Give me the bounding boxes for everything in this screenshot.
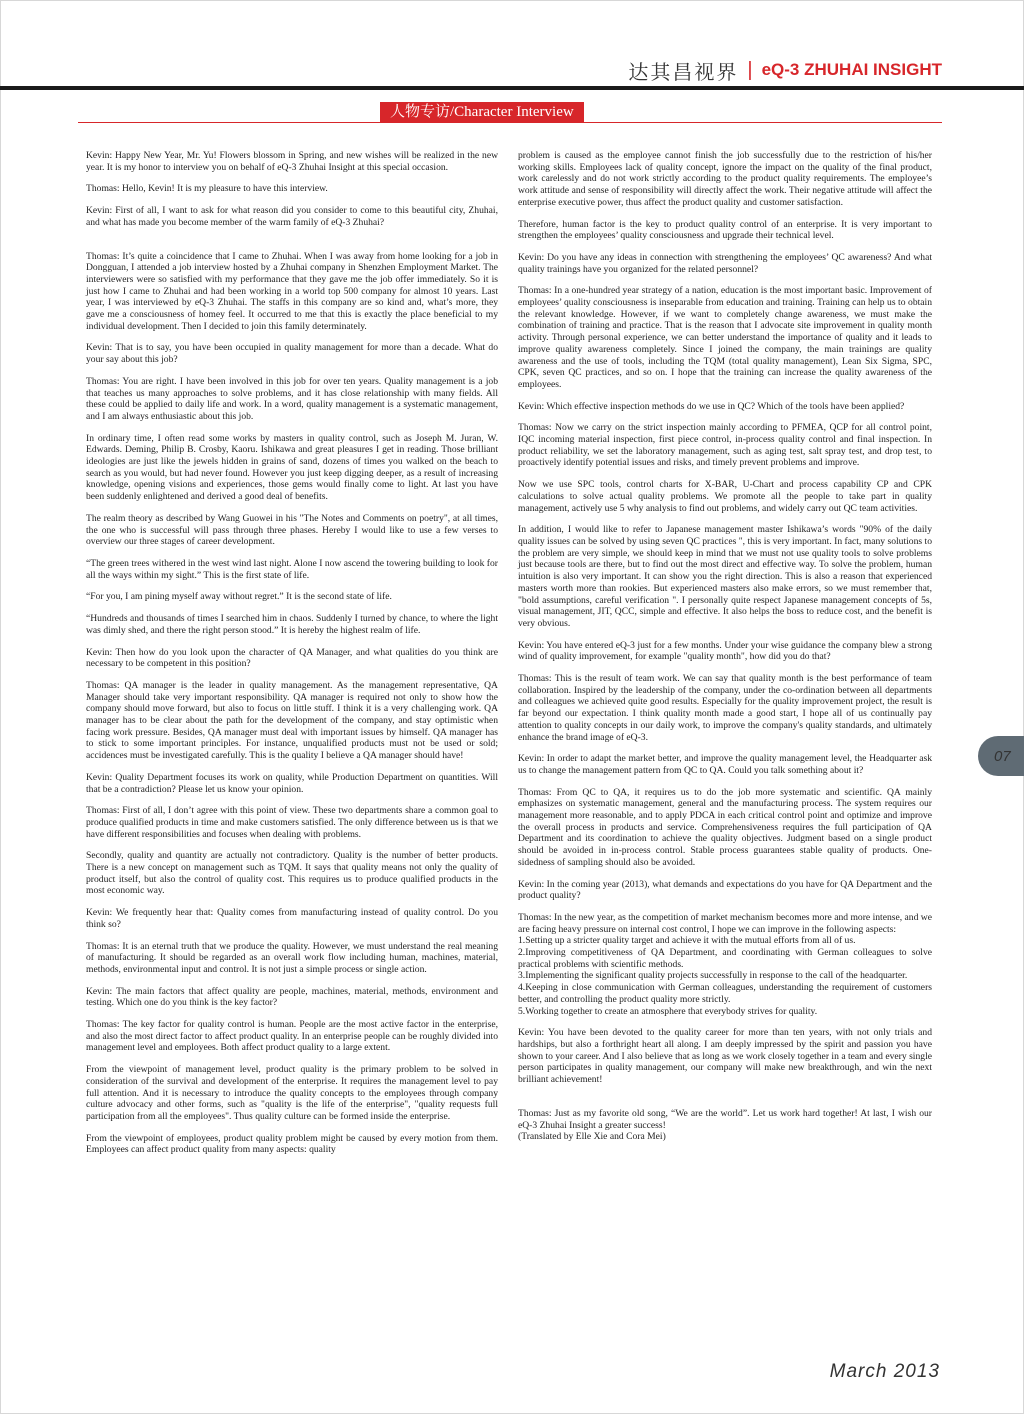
section-banner: [78, 102, 942, 122]
paragraph: Thomas: First of all, I don’t agree with this point of view. These two departments share a common goal to produce qualified products in time and make customers satisfied. The only difference between us is that we have different responsibilities and focuses when dealing with problems.: [86, 805, 498, 840]
paragraph: Kevin: Happy New Year, Mr. Yu! Flowers blossom in Spring, and new wishes will be realized in the new year. It is my honor to interview you on behalf of eQ-3 Zhuhai Insight at this special occasion.: [86, 150, 498, 173]
paragraph: In addition, I would like to refer to Japanese management master Ishikawa’s words "90% of the daily quality issues can be solved by using seven QC practices ", this is very important. In fact, many solutions to the problem are very simple, we should keep in mind that we must not use quality tools to solve problems just because tools are there, but to find out the most direct and effective way. To solve the problem, human intuition is also very important. It can show you the right direction. This is also a reason that experienced masters worth more than rookies. But experienced masters also make errors, so we must remember that, "bold assumptions, careful verification ". I personally quite respect Japanese management concepts of 5s, visual management, JIT, QCC, simple and effective. It also helps the boss to reduce cost, and the benefit is very obvious.: [518, 524, 932, 629]
paragraph: Kevin: Do you have any ideas in connection with strengthening the employees’ QC awareness? And what quality trainings have you organized for the related personnel?: [518, 251, 932, 275]
header-separator: |: [747, 58, 753, 81]
paragraph: Thomas: It’s quite a coincidence that I came to Zhuhai. When I was away from home looking for a job in Dongguan, I attended a job interview hosted by a Zhuhai company in Shenzhen Employment Market. The interviewers were so satisfied with my performance that they gave me the job offer immediately. So it is just how I came to Zhuhai and had been working in a world top 500 company for almost 10 years. Last year, I was interviewed by eQ-3 Zhuhai. The staffs in this company are so kind and, what’s more, they gave me a consciousness of homey feel. It occurred to me that this is exactly the place beneficial to my individual development. Then I decided to join this family determinately.: [86, 250, 498, 332]
paragraph: Now we use SPC tools, control charts for X-BAR, U-Chart and process capability CP and CPK calculations to solve actual quality problems. We promote all the people to take part in quality management, actively use 5 why analysis to find out problems, and widely carry out QC team activities.: [518, 479, 932, 514]
paragraph: Therefore, human factor is the key to product quality control of an enterprise. It is very important to strengthen the employees’ quality consciousness and upgrade their technical level.: [518, 218, 932, 242]
paragraph: Kevin: Then how do you look upon the character of QA Manager, and what qualities do you think are necessary to be competent in this position?: [86, 646, 498, 670]
paragraph: Thomas: Just as my favorite old song, “We are the world”. Let us work hard together! At last, I wish our eQ-3 Zhuhai Insight a greater success! (Translated by Elle Xie and Cora Mei): [518, 1107, 932, 1143]
paragraph: Thomas: From QC to QA, it requires us to do the job more systematic and scientific. QA mainly emphasizes on systematic management, general and the manufacturing process. The system requires our management more reasonable, and to apply PDCA in each critical control point and optimize and improve the overall process in products and service. Comprehensiveness requires the full participation of QA Department and its coordination to achieve the quality objectives. Judgment based on a single product should be avoided in in-process control. Stable process guarantees stable quality of products. One-sidedness of sampling should also be avoided.: [518, 786, 932, 868]
paragraph: problem is caused as the employee cannot finish the job successfully due to the restriction of his/her working skills. Employees lack of quality concept, ignore the impact on the quality of the final product, work carelessly and do not work strictly according to the product quality requirements. The employee’s work attitude and sense of responsibility will directly affect the work. Their negative attitude will affect the enterprise executive power, thus affect the product quality and customer satisfaction.: [518, 150, 932, 208]
paragraph: From the viewpoint of employees, product quality problem might be caused by every motion from them. Employees can affect product quality from many aspects: quality: [86, 1132, 498, 1156]
paragraph: The realm theory as described by Wang Guowei in his "The Notes and Comments on poetry", at all times, the one who is successful will pass through three phases. Hereby I would like to use a few verses to overview our three stages of career development.: [86, 512, 498, 548]
paragraph: Kevin: We frequently hear that: Quality comes from manufacturing instead of quality control. Do you think so?: [86, 907, 498, 930]
section-underline: [78, 122, 942, 123]
paragraph: “Hundreds and thousands of times I searched him in chaos. Suddenly I turned by chance, to where the light was dimly shed, and there the right person stood.” It is hereby the highest realm of life.: [86, 613, 498, 636]
paragraph: Kevin: First of all, I want to ask for what reason did you consider to come to this beautiful city, Zhuhai, and what has made you become member of the warm family of eQ-3 Zhuhai?: [86, 205, 498, 228]
paragraph: “For you, I am pining myself away without regret.” It is the second state of life.: [86, 591, 392, 603]
header-chinese-title: 达其昌视界: [628, 59, 739, 84]
paragraph: Thomas: In a one-hundred year strategy of a nation, education is the most important basic. Improvement of employees’ quality consciousness is inseparable from education and training. Training can help us to obtain the relevant knowledge. However, if we want to completely change awareness, we must make the combination of training and practice. That is the reason that I advocate site improvement in quality month activity. Through personal experience, we can better understand the importance of quality and it leads to improve quality awareness completely. Since I joined the company, the main trainings are quality awareness and the use of tools, including the TQM (total quality management), Lean Six Sigma, SPC, CPK, seven QC practices, and so on. I hope that the training can increase the quality awareness of the employees.: [518, 285, 932, 390]
header-english-title: eQ-3 ZHUHAI INSIGHT: [761, 60, 942, 79]
magazine-header: [628, 56, 942, 84]
paragraph: Kevin: In order to adapt the market better, and improve the quality management level, the Headquarter ask us to change the management pattern from QC to QA. Could you talk something about it?: [518, 753, 932, 776]
paragraph: Kevin: That is to say, you have been occupied in quality management for more than a decade. What do your say about this job?: [86, 342, 498, 366]
paragraph: Thomas: The key factor for quality control is human. People are the most active factor in the enterprise, and also the most direct factor to affect product quality. In an enterprise people can be roughly divided into management level and employees. Both affect product quality to a large extent.: [86, 1019, 498, 1054]
paragraph: Kevin: The main factors that affect quality are people, machines, material, methods, environment and testing. Which one do you think is the key factor?: [86, 985, 498, 1009]
section-label: 人物专访/Character Interview: [380, 102, 584, 122]
paragraph: Kevin: Quality Department focuses its work on quality, while Production Department on quantities. Will that be a contradiction? Please let us know your opinion.: [86, 771, 498, 795]
paragraph: Thomas: Hello, Kevin! It is my pleasure to have this interview.: [86, 183, 328, 195]
paragraph: “The green trees withered in the west wind last night. Alone I now ascend the towering building to look for all the ways within my sight.” This is the first state of life.: [86, 557, 498, 581]
paragraph: Thomas: You are right. I have been involved in this job for over ten years. Quality management is a job that teaches us many approaches to solve problems, and it has close relationship with many fields. All these could be applied to daily life and work. In a word, quality management is a systematic management, and I am always enthusiastic about this job.: [86, 375, 498, 422]
header-rule: [0, 86, 1024, 90]
paragraph: Thomas: This is the result of team work. We can say that quality month is the best performance of team collaboration. Inspired by the leadership of the company, under the co-ordination between all departments and colleagues we achieved quite good results. Especially for the quality improvement project, the result is far beyond our expectation. I think quality month made a good start, I hope all of us continually pay attention to quality concepts in our daily work, to improve the company's quality standards, and ultimately enhance the brand image of eQ-3.: [518, 673, 932, 743]
paragraph: In ordinary time, I often read some works by masters in quality control, such as Joseph M. Juran, W. Edwards. Deming, Philip B. Crosby, Kaoru. Ishikawa and great pleasures I get in reading. Those brilliant ideologies are just like the jewels hidden in grains of sand, dozens of times you walked on the beach to search as you would, but had never found. However you just keep digging deeper, as a result of increasing knowledge, opening visions and experiences, those gems would finally come to light. At last you have been suddenly enlightened and derived a good deal of benefits.: [86, 432, 498, 503]
right-column: [518, 150, 932, 1312]
paragraph: Secondly, quality and quantity are actually not contradictory. Quality is the number of better products. There is a new concept on management such as TQM. It says that quality means not only the quality of product itself, but also the control of quality cost. This requires us to produce qualified products in the most economic way.: [86, 850, 498, 897]
paragraph: Thomas: Now we carry on the strict inspection mainly according to PFMEA, QCP for all control point, IQC incoming material inspection, first piece control, in-process quality control and final inspection. In product reliability, we set the laboratory management, such as aging test, salt spray test, and drop test, to proactively identify potential issues and risks, and timely prevent problems and improve.: [518, 422, 932, 469]
paragraph: Kevin: In the coming year (2013), what demands and expectations do you have for QA Department and the product quality?: [518, 878, 932, 902]
paragraph: Kevin: You have been devoted to the quality career for more than ten years, with not only trials and hardships, but also a forthright heart all along. I am deeply impressed by the spirit and passion you have shown to your career. And I also believe that as long as we work closely together in a team and every single person participates in quality management, our company will make new breakthrough, and win the next brilliant achievement!: [518, 1027, 932, 1086]
paragraph: From the viewpoint of management level, product quality is the primary problem to be solved in consideration of the survival and development of the enterprise. It requires the management level to pay full attention. And it is necessary to introduce the quality concepts to the employees through company culture advocacy and other forms, such as "quality is the life of the enterprise", "quality requests full participation from all the employees". Thus quality culture can be formed inside the enterprise.: [86, 1064, 498, 1122]
paragraph: Kevin: Which effective inspection methods do we use in QC? Which of the tools have been applied?: [518, 400, 905, 412]
page-number: 07: [994, 748, 1011, 765]
paragraph: Thomas: In the new year, as the competition of market mechanism becomes more and more intense, and we are facing heavy pressure on internal cost control, I hope we can improve in the following aspects: 1.Setting up a stricter quality target and achieve it with the mutual efforts from all of us. 2.Improving competitiveness of QA Department, and coordinating with German colleagues to solve practical problems with scientific methods. 3.Implementing the significant quality projects successfully in response to the call of the headquarter. 4.Keeping in close communication with German colleagues, understanding the requirement of customers better, and controlling the product quality more strictly. 5.Working together to create an atmosphere that everybody strives for quality.: [518, 911, 932, 1017]
paragraph: Thomas: It is an eternal truth that we produce the quality. However, we must understand the real meaning of manufacturing. It should be regarded as an overall work flow including human, machines, material, methods, environmental input and control. It is not just a simple process or single action.: [86, 940, 498, 975]
paragraph: Kevin: You have entered eQ-3 just for a few months. Under your wise guidance the company blew a strong wind of quality improvement, for example "quality month", how did you do that?: [518, 639, 932, 663]
paragraph: Thomas: QA manager is the leader in quality management. As the management representative, QA Manager should take very important responsibility. QA manager is required not only to show how the company should move forward, but also to focus on little stuff. I think it is a very challenging work. QA manager has to be clear about the path for the development of the company, and stay optimistic when facing work pressure. Besides, QA manager must deal with important issues by himself. QA manager has to stick to some important principles. For instance, unqualified products must not be used or sold; accidences must be investigated carefully. This is the quality I believe a QA manager should have!: [86, 679, 498, 762]
issue-date: March 2013: [829, 1361, 940, 1382]
left-column: [86, 150, 498, 1318]
